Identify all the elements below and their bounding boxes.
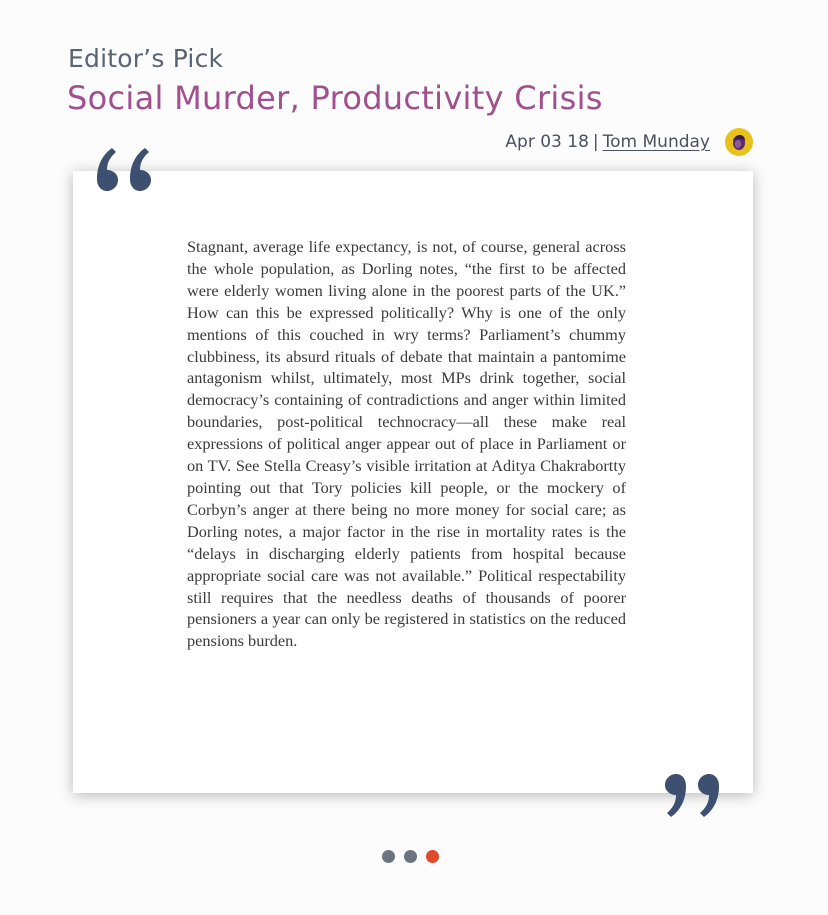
pagination-dot-2[interactable] (404, 850, 417, 863)
article-title[interactable]: Social Murder, Productivity Crisis (67, 79, 603, 117)
quote-body: Stagnant, average life expectancy, is not, of course, general across the whole population, as Dorling notes, “the first to be affected were elderly women living alone in the poorest parts of the UK.” How can this be expressed politically? Why is one of the only mentions of this couched in wry terms? Parliament’s chummy clubbiness, its absurd rituals of debate that maintain a pantomime antagonism whilst, ultimately, most MPs drink together, social democracy’s containing of contradictions and anger within limited boundaries, post-political technocracy—all these make real expressions of political anger appear out of place in Parliament or on TV. See Stella Creasy’s visible irritation at Aditya Chakrabortty pointing out that Tory policies kill people, or the mockery of Corbyn’s anger at there being no more money for social care; as Dorling notes, a major factor in the rise in mortality rates is the “delays in discharging elderly patients from hospital because appropriate social care was not available.” Political respectability still requires that the needless deaths of thousands of poorer pensioners a year can only be registered in statistics on the reduced pensions burden. (187, 237, 626, 651)
meta-separator: | (592, 132, 599, 152)
close-quote-icon (658, 771, 722, 819)
editors-pick-label: Editor’s Pick (68, 44, 224, 73)
pagination-dot-3[interactable] (426, 850, 439, 863)
author-link[interactable]: Tom Munday (602, 132, 710, 152)
open-quote-icon (94, 146, 158, 192)
pagination-dot-1[interactable] (382, 850, 395, 863)
carousel-pagination (382, 850, 439, 863)
article-meta (505, 132, 710, 152)
avatar-portrait-icon (728, 131, 750, 153)
article-date: Apr 03 18 (505, 132, 589, 152)
author-avatar[interactable] (725, 128, 753, 156)
